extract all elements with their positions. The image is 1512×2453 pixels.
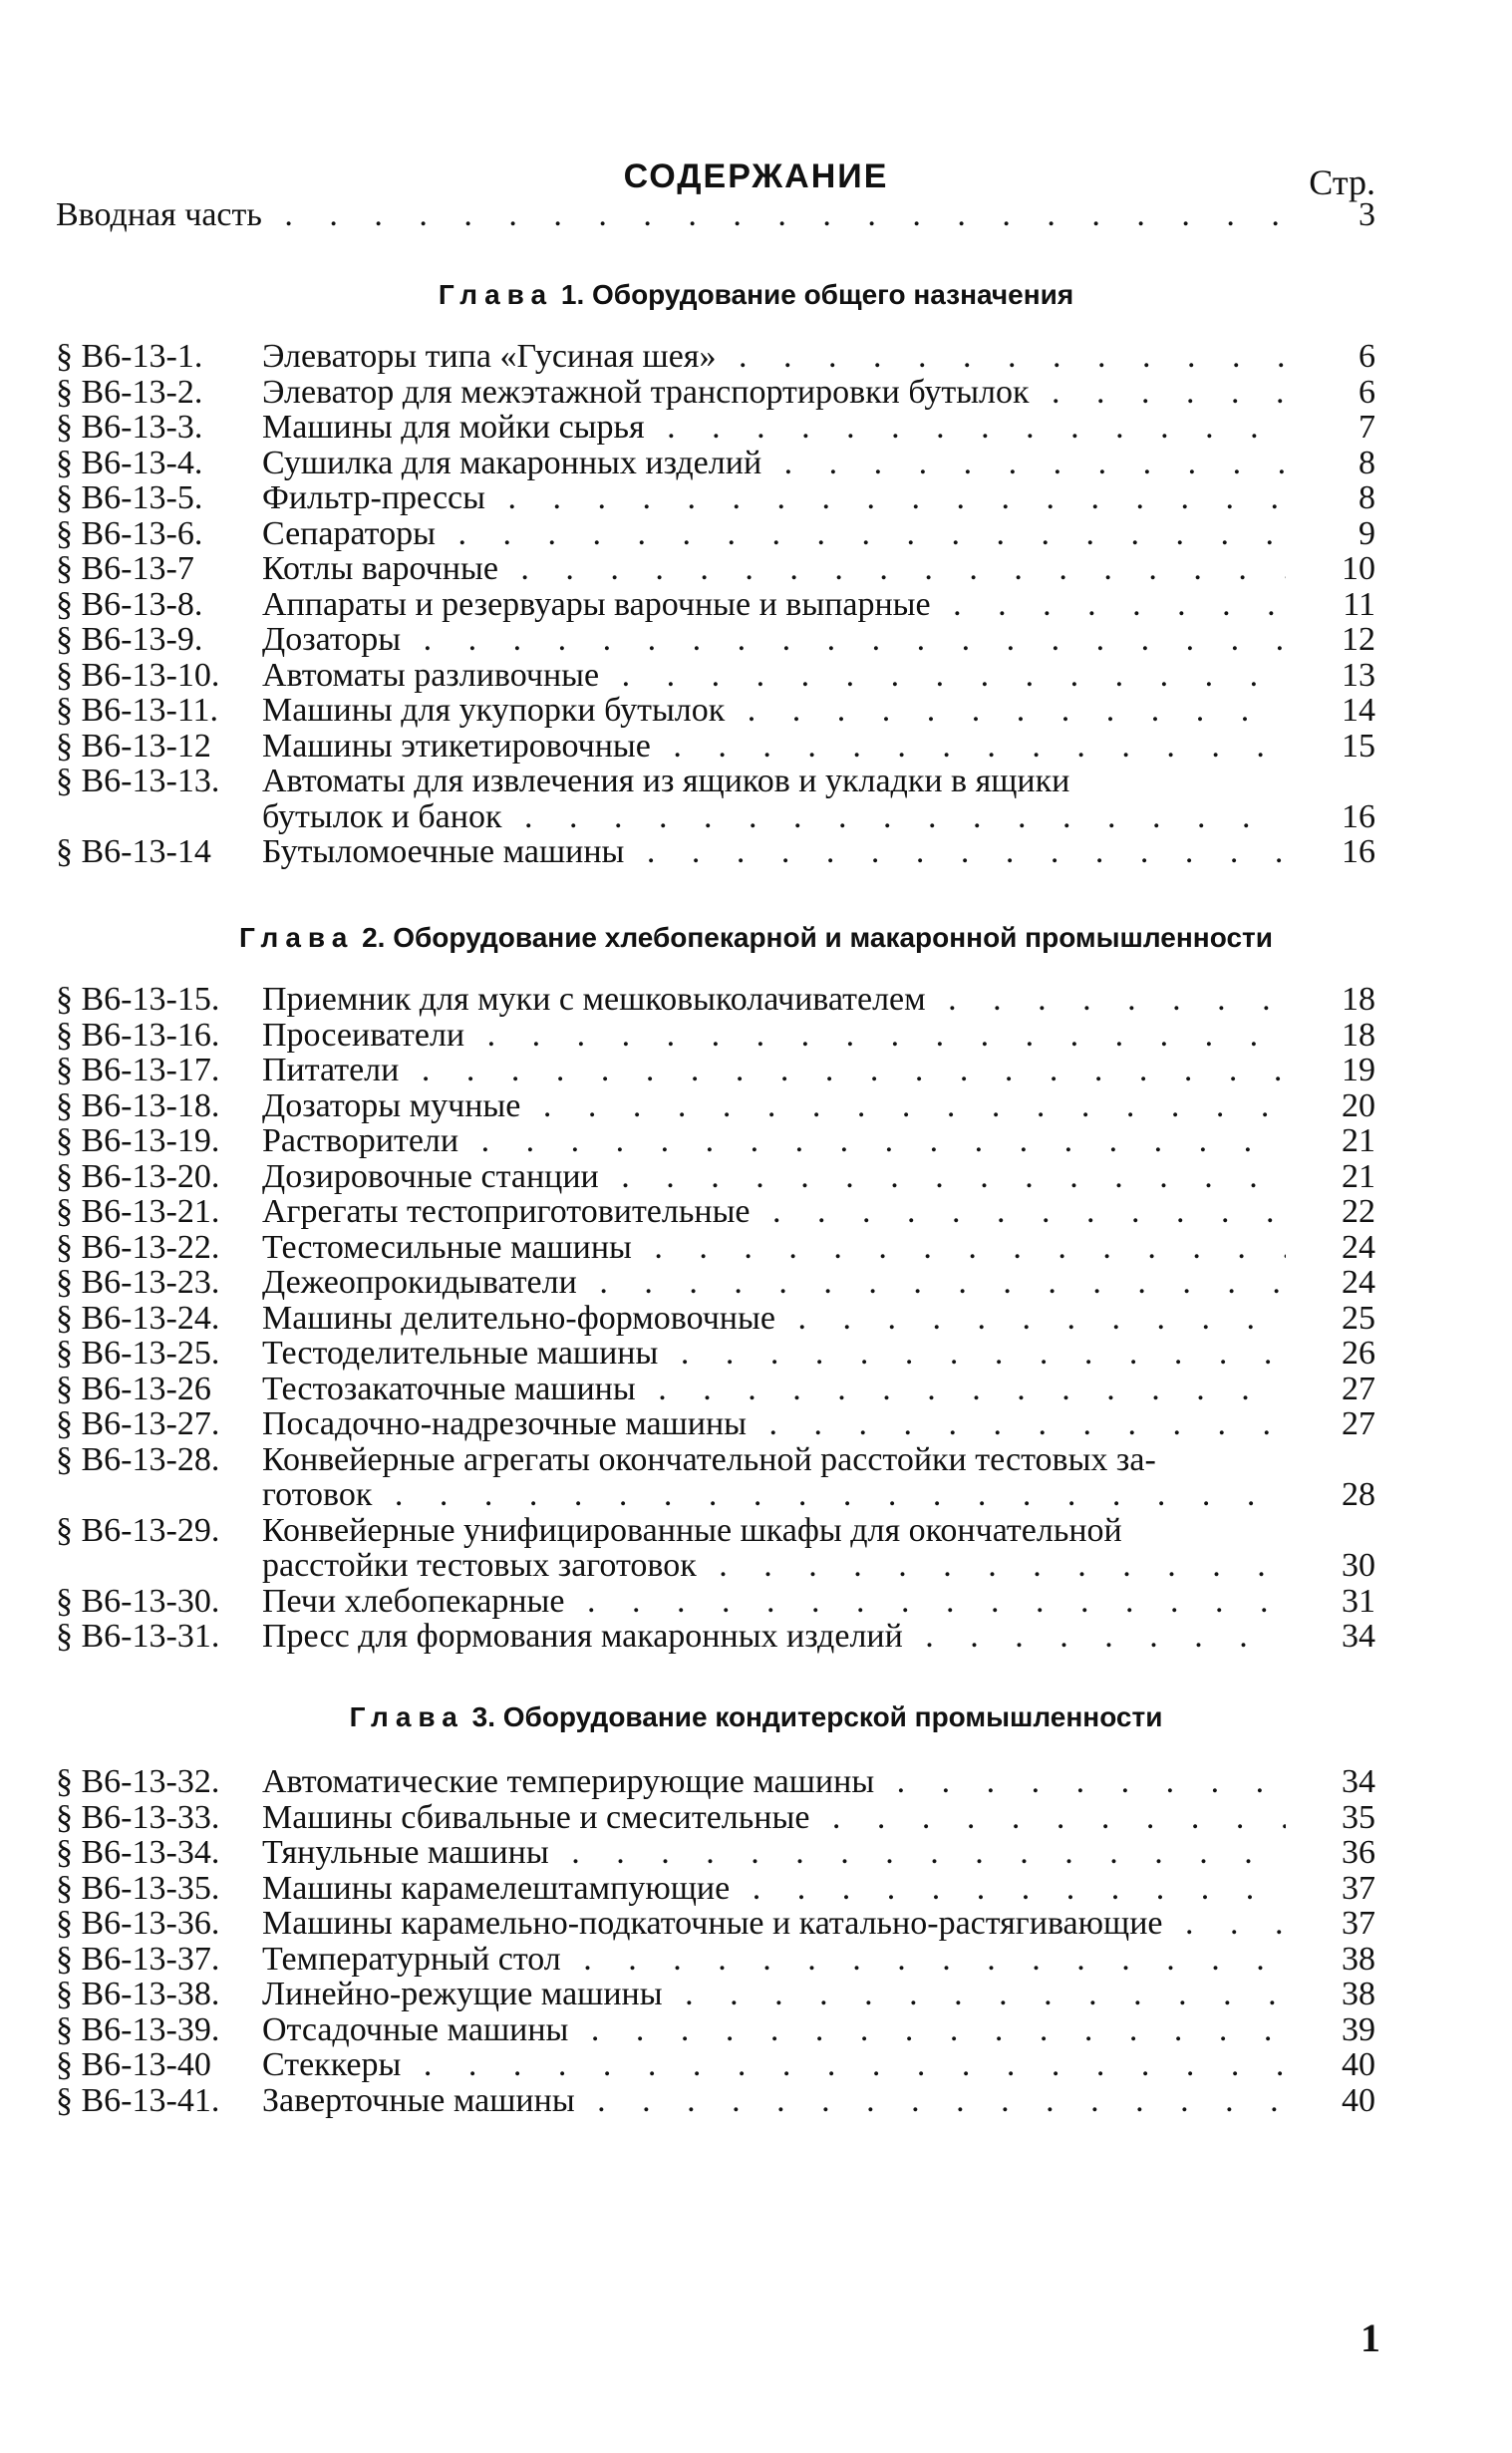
- section-number: § В6-13-14: [56, 833, 211, 870]
- section-number: § В6-13-8.: [56, 585, 203, 623]
- section-number: § В6-13-26: [56, 1370, 211, 1407]
- section-title: Фильтр-прессы . . .: [262, 480, 1286, 516]
- section-number: § В6-13-6.: [56, 514, 203, 552]
- section-number: § В6-13-28.: [56, 1440, 220, 1478]
- section-title: Аппараты и резервуары варочные и выпарные . . .: [262, 587, 1286, 623]
- section-number: § В6-13-40: [56, 2046, 211, 2083]
- section-title: Стеккеры . . .: [262, 2047, 1286, 2083]
- section-number: § В6-13-9.: [56, 621, 203, 658]
- section-page: 30: [1342, 1547, 1375, 1584]
- section-number: § В6-13-29.: [56, 1511, 220, 1549]
- section-title: Дежеопрокидыватели . . .: [262, 1265, 1286, 1301]
- chapter-title: 1. Оборудование общего назначения: [560, 279, 1074, 310]
- section-page: 14: [1342, 692, 1375, 729]
- section-title: Сепараторы . . .: [262, 516, 1286, 552]
- section-page: 39: [1342, 2010, 1375, 2048]
- section-number: § В6-13-16.: [56, 1016, 220, 1054]
- section-number: § В6-13-32.: [56, 1763, 220, 1800]
- chapter-title: 2. Оборудование хлебопекарной и макаронной промышленности: [362, 922, 1273, 953]
- section-page: 37: [1342, 1905, 1375, 1942]
- section-title: Тянульные машины . . .: [262, 1835, 1286, 1871]
- section-page: 34: [1342, 1763, 1375, 1800]
- section-number: § В6-13-20.: [56, 1157, 220, 1195]
- section-page: 40: [1342, 2046, 1375, 2083]
- section-number: § В6-13-23.: [56, 1264, 220, 1301]
- section-title: Конвейерные унифицированные шкафы для окончательной: [262, 1512, 1122, 1548]
- section-page: 36: [1342, 1834, 1375, 1871]
- section-page: 9: [1359, 514, 1375, 552]
- section-page: 16: [1342, 797, 1375, 835]
- section-title: Посадочно-надрезочные машины . . .: [262, 1406, 1286, 1442]
- section-number: § В6-13-33.: [56, 1798, 220, 1836]
- section-title: Автоматы для извлечения из ящиков и укладки в ящики: [262, 764, 1070, 799]
- section-page: 21: [1342, 1157, 1375, 1195]
- chapter-title: 3. Оборудование кондитерской промышленности: [471, 1701, 1163, 1732]
- section-number: § В6-13-17.: [56, 1052, 220, 1088]
- section-number: § В6-13-30.: [56, 1582, 220, 1620]
- page-number: 1: [1361, 2315, 1380, 2360]
- section-title: Машины делительно-формовочные . . .: [262, 1301, 1286, 1337]
- section-page: 12: [1342, 621, 1375, 658]
- section-page: 24: [1342, 1228, 1375, 1266]
- section-page: 18: [1342, 1016, 1375, 1054]
- section-page: 38: [1342, 1940, 1375, 1978]
- chapter-label: Глава: [438, 279, 554, 310]
- chapter-heading-2: [0, 922, 1512, 954]
- section-title: Питатели . . .: [262, 1053, 1286, 1088]
- section-number: § В6-13-15.: [56, 981, 220, 1018]
- section-title: Отсадочные машины . . .: [262, 2012, 1286, 2048]
- section-title: Машины карамельно-подкаточные и катально-растягивающие . . .: [262, 1906, 1286, 1942]
- section-title: Котлы варочные . . .: [262, 551, 1286, 587]
- section-title: Растворители . . .: [262, 1123, 1286, 1159]
- section-number: § В6-13-34.: [56, 1834, 220, 1871]
- section-page: 35: [1342, 1798, 1375, 1836]
- section-number: § В6-13-3.: [56, 409, 203, 446]
- intro-label: Вводная часть . . .: [56, 197, 1286, 233]
- section-page: 26: [1342, 1335, 1375, 1372]
- section-number: § В6-13-39.: [56, 2010, 220, 2048]
- toc-title: СОДЕРЖАНИЕ: [623, 157, 889, 195]
- section-page: 19: [1342, 1052, 1375, 1088]
- section-number: § В6-13-27.: [56, 1405, 220, 1442]
- section-page: 6: [1359, 373, 1375, 411]
- section-title: Агрегаты тестоприготовительные . . .: [262, 1194, 1286, 1230]
- section-page: 27: [1342, 1405, 1375, 1442]
- section-title: Элеватор для межэтажной транспортировки бутылок . . .: [262, 375, 1286, 411]
- section-title: Машины для укупорки бутылок . . .: [262, 693, 1286, 729]
- section-page: 20: [1342, 1086, 1375, 1124]
- page-column-header: Стр.: [1309, 162, 1375, 202]
- section-title: Элеваторы типа «Гусиная шея» . . .: [262, 339, 1286, 375]
- section-number: § В6-13-1.: [56, 338, 203, 375]
- section-page: 25: [1342, 1299, 1375, 1337]
- chapter-heading-3: [0, 1701, 1512, 1733]
- section-page: 15: [1342, 727, 1375, 765]
- section-title: Машины для мойки сырья . . .: [262, 410, 1286, 446]
- section-title-continued: расстойки тестовых заготовок . . .: [262, 1548, 1286, 1584]
- section-number: § В6-13-4.: [56, 444, 203, 481]
- section-title: Машины карамелештампующие . . .: [262, 1871, 1286, 1907]
- section-page: 28: [1342, 1476, 1375, 1513]
- section-title: Автоматические темперирующие машины . . .: [262, 1764, 1286, 1800]
- section-title: Машины этикетировочные . . .: [262, 729, 1286, 765]
- section-page: 31: [1342, 1582, 1375, 1620]
- section-title: Печи хлебопекарные . . .: [262, 1584, 1286, 1620]
- section-title: Линейно-режущие машины . . .: [262, 1977, 1286, 2012]
- section-title: Заверточные машины . . .: [262, 2083, 1286, 2119]
- section-page: 24: [1342, 1264, 1375, 1301]
- section-title: Пресс для формования макаронных изделий . . .: [262, 1619, 1286, 1655]
- section-number: § В6-13-10.: [56, 656, 220, 694]
- section-title-continued: бутылок и банок . . .: [262, 799, 1286, 835]
- section-page: 34: [1342, 1618, 1375, 1655]
- section-page: 38: [1342, 1976, 1375, 2012]
- section-title: Бутыломоечные машины . . .: [262, 834, 1286, 870]
- section-number: § В6-13-31.: [56, 1618, 220, 1655]
- section-page: 27: [1342, 1370, 1375, 1407]
- section-page: 11: [1343, 585, 1375, 623]
- section-number: § В6-13-37.: [56, 1940, 220, 1978]
- chapter-label: Глава: [239, 922, 355, 953]
- section-title: Температурный стол . . .: [262, 1942, 1286, 1978]
- section-title: Тестоделительные машины . . .: [262, 1336, 1286, 1372]
- section-page: 18: [1342, 981, 1375, 1018]
- section-number: § В6-13-12: [56, 727, 211, 765]
- section-title: Просеиватели . . .: [262, 1018, 1286, 1054]
- section-number: § В6-13-22.: [56, 1228, 220, 1266]
- section-title: Дозировочные станции . . .: [262, 1159, 1286, 1195]
- section-number: § В6-13-24.: [56, 1299, 220, 1337]
- section-page: 8: [1359, 479, 1375, 516]
- section-number: § В6-13-11.: [56, 692, 219, 729]
- chapter-label: Глава: [349, 1701, 464, 1732]
- section-title: Тестозакаточные машины . . .: [262, 1372, 1286, 1407]
- section-page: 6: [1359, 338, 1375, 375]
- section-title: Сушилка для макаронных изделий . . .: [262, 446, 1286, 481]
- section-number: § В6-13-38.: [56, 1976, 220, 2012]
- intro-page: 3: [1359, 196, 1375, 233]
- section-title-continued: готовок . . .: [262, 1477, 1286, 1513]
- section-number: § В6-13-36.: [56, 1905, 220, 1942]
- section-page: 22: [1342, 1193, 1375, 1230]
- section-title: Дозаторы мучные . . .: [262, 1088, 1286, 1124]
- section-title: Конвейерные агрегаты окончательной расстойки тестовых за-: [262, 1441, 1156, 1477]
- section-number: § В6-13-13.: [56, 763, 220, 799]
- section-number: § В6-13-5.: [56, 479, 203, 516]
- section-page: 37: [1342, 1869, 1375, 1907]
- section-number: § В6-13-41.: [56, 2081, 220, 2119]
- chapter-heading-1: [0, 279, 1512, 311]
- section-title: Машины сбивальные и смесительные . . .: [262, 1800, 1286, 1836]
- section-title: Автоматы разливочные . . .: [262, 658, 1286, 694]
- section-page: 10: [1342, 550, 1375, 587]
- section-number: § В6-13-18.: [56, 1086, 220, 1124]
- section-number: § В6-13-21.: [56, 1193, 220, 1230]
- section-page: 13: [1342, 656, 1375, 694]
- section-page: 16: [1342, 833, 1375, 870]
- section-page: 40: [1342, 2081, 1375, 2119]
- section-page: 21: [1342, 1122, 1375, 1159]
- section-page: 8: [1359, 444, 1375, 481]
- section-title: Дозаторы . . .: [262, 622, 1286, 658]
- section-number: § В6-13-25.: [56, 1335, 220, 1372]
- section-number: § В6-13-2.: [56, 373, 203, 411]
- section-title: Тестомесильные машины . . .: [262, 1230, 1286, 1266]
- section-number: § В6-13-7: [56, 550, 194, 587]
- section-title: Приемник для муки с мешковыколачивателем . . .: [262, 982, 1286, 1018]
- section-number: § В6-13-35.: [56, 1869, 220, 1907]
- section-number: § В6-13-19.: [56, 1122, 220, 1159]
- section-page: 7: [1359, 409, 1375, 446]
